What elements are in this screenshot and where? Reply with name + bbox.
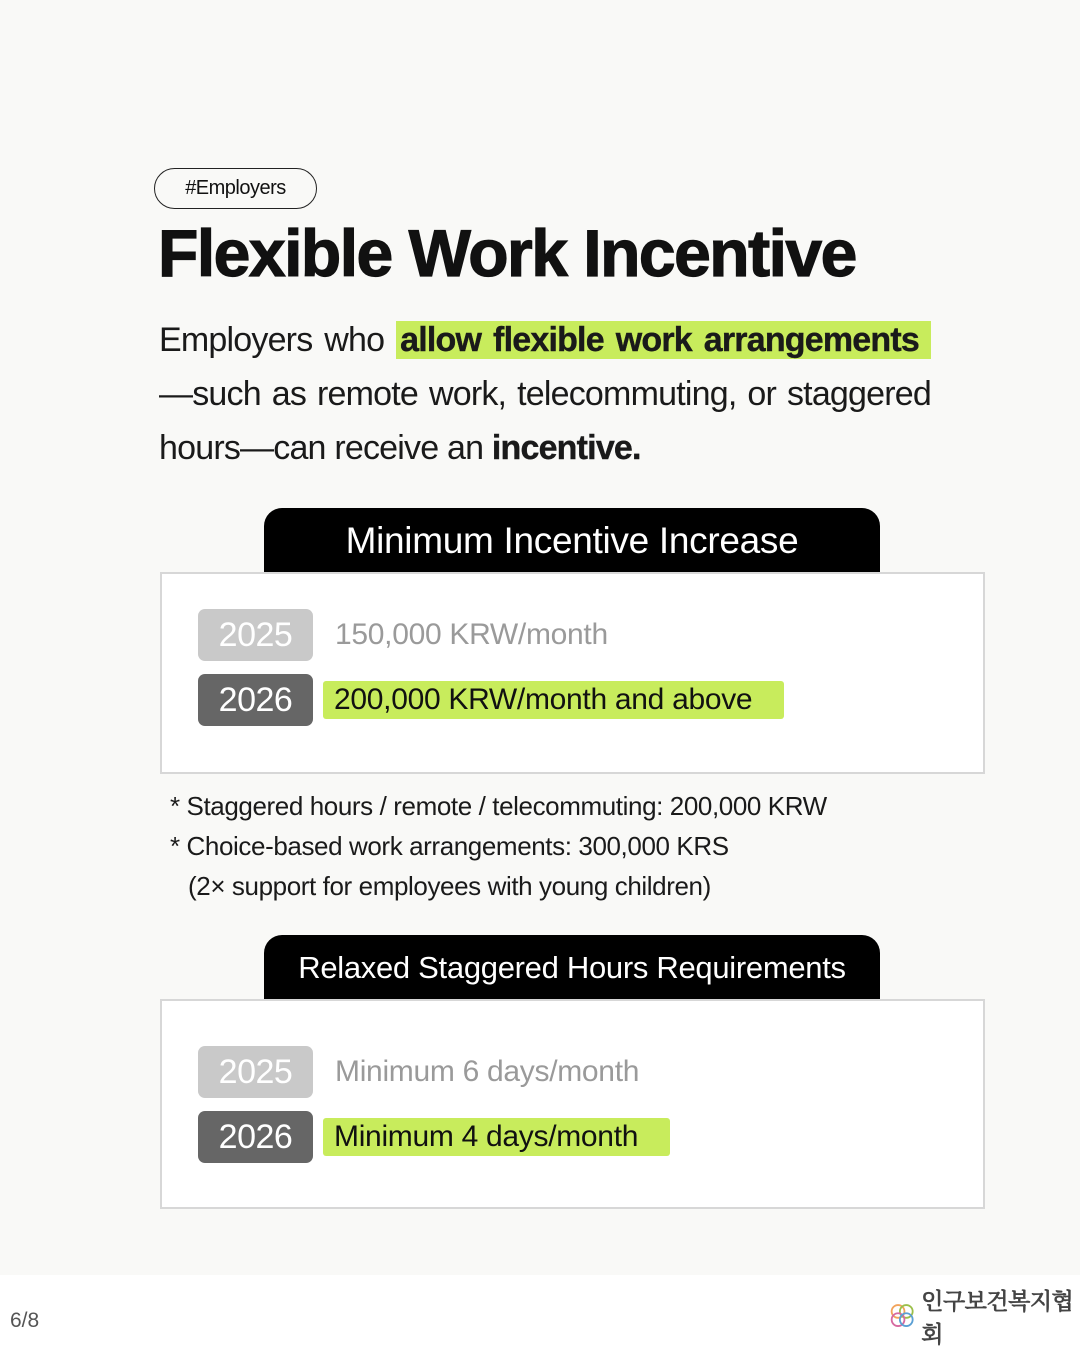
staggered-row-2025 <box>198 1046 651 1098</box>
interlocking-circles-logo-icon <box>888 1300 917 1332</box>
staggered-value-2025: Minimum 6 days/month <box>335 1055 640 1088</box>
section-header-staggered: Relaxed Staggered Hours Requirements <box>264 935 880 1001</box>
intro-text-1: Employers who <box>159 321 397 359</box>
incentive-value-2026: 200,000 KRW/month and above <box>323 681 784 719</box>
intro-paragraph <box>159 313 931 475</box>
year-badge-2025: 2025 <box>198 609 313 661</box>
incentive-row-2026 <box>198 674 784 726</box>
org-logo <box>888 1283 1080 1349</box>
year-badge-2026: 2026 <box>198 1111 313 1163</box>
intro-bold: incentive. <box>491 429 641 467</box>
staggered-row-2026 <box>198 1111 670 1163</box>
note-line: (2× support for employees with young children) <box>188 871 711 901</box>
incentive-row-2025 <box>198 609 620 661</box>
note-line: * Staggered hours / remote / telecommuting: 200,000 KRW <box>170 791 827 821</box>
incentive-value-2025: 150,000 KRW/month <box>335 618 608 651</box>
page-number: 6/8 <box>10 1309 40 1332</box>
note-line: * Choice-based work arrangements: 300,000 KRS <box>170 831 729 861</box>
org-name: 인구보건복지협회 <box>921 1288 1074 1347</box>
intro-highlight: allow flexible work arrangements <box>396 321 931 359</box>
year-badge-2025: 2025 <box>198 1046 313 1098</box>
section-box-incentive <box>160 572 985 774</box>
section-header-incentive: Minimum Incentive Increase <box>264 508 880 574</box>
section-box-staggered <box>160 999 985 1209</box>
year-badge-2026: 2026 <box>198 674 313 726</box>
page-title: Flexible Work Incentive <box>158 216 856 290</box>
hashtag-employers: #Employers <box>154 168 317 209</box>
incentive-notes <box>170 786 827 906</box>
staggered-value-2026: Minimum 4 days/month <box>323 1118 670 1156</box>
intro-text-2: —such as remote work, telecommuting, or staggered hours—can receive an <box>159 375 931 467</box>
